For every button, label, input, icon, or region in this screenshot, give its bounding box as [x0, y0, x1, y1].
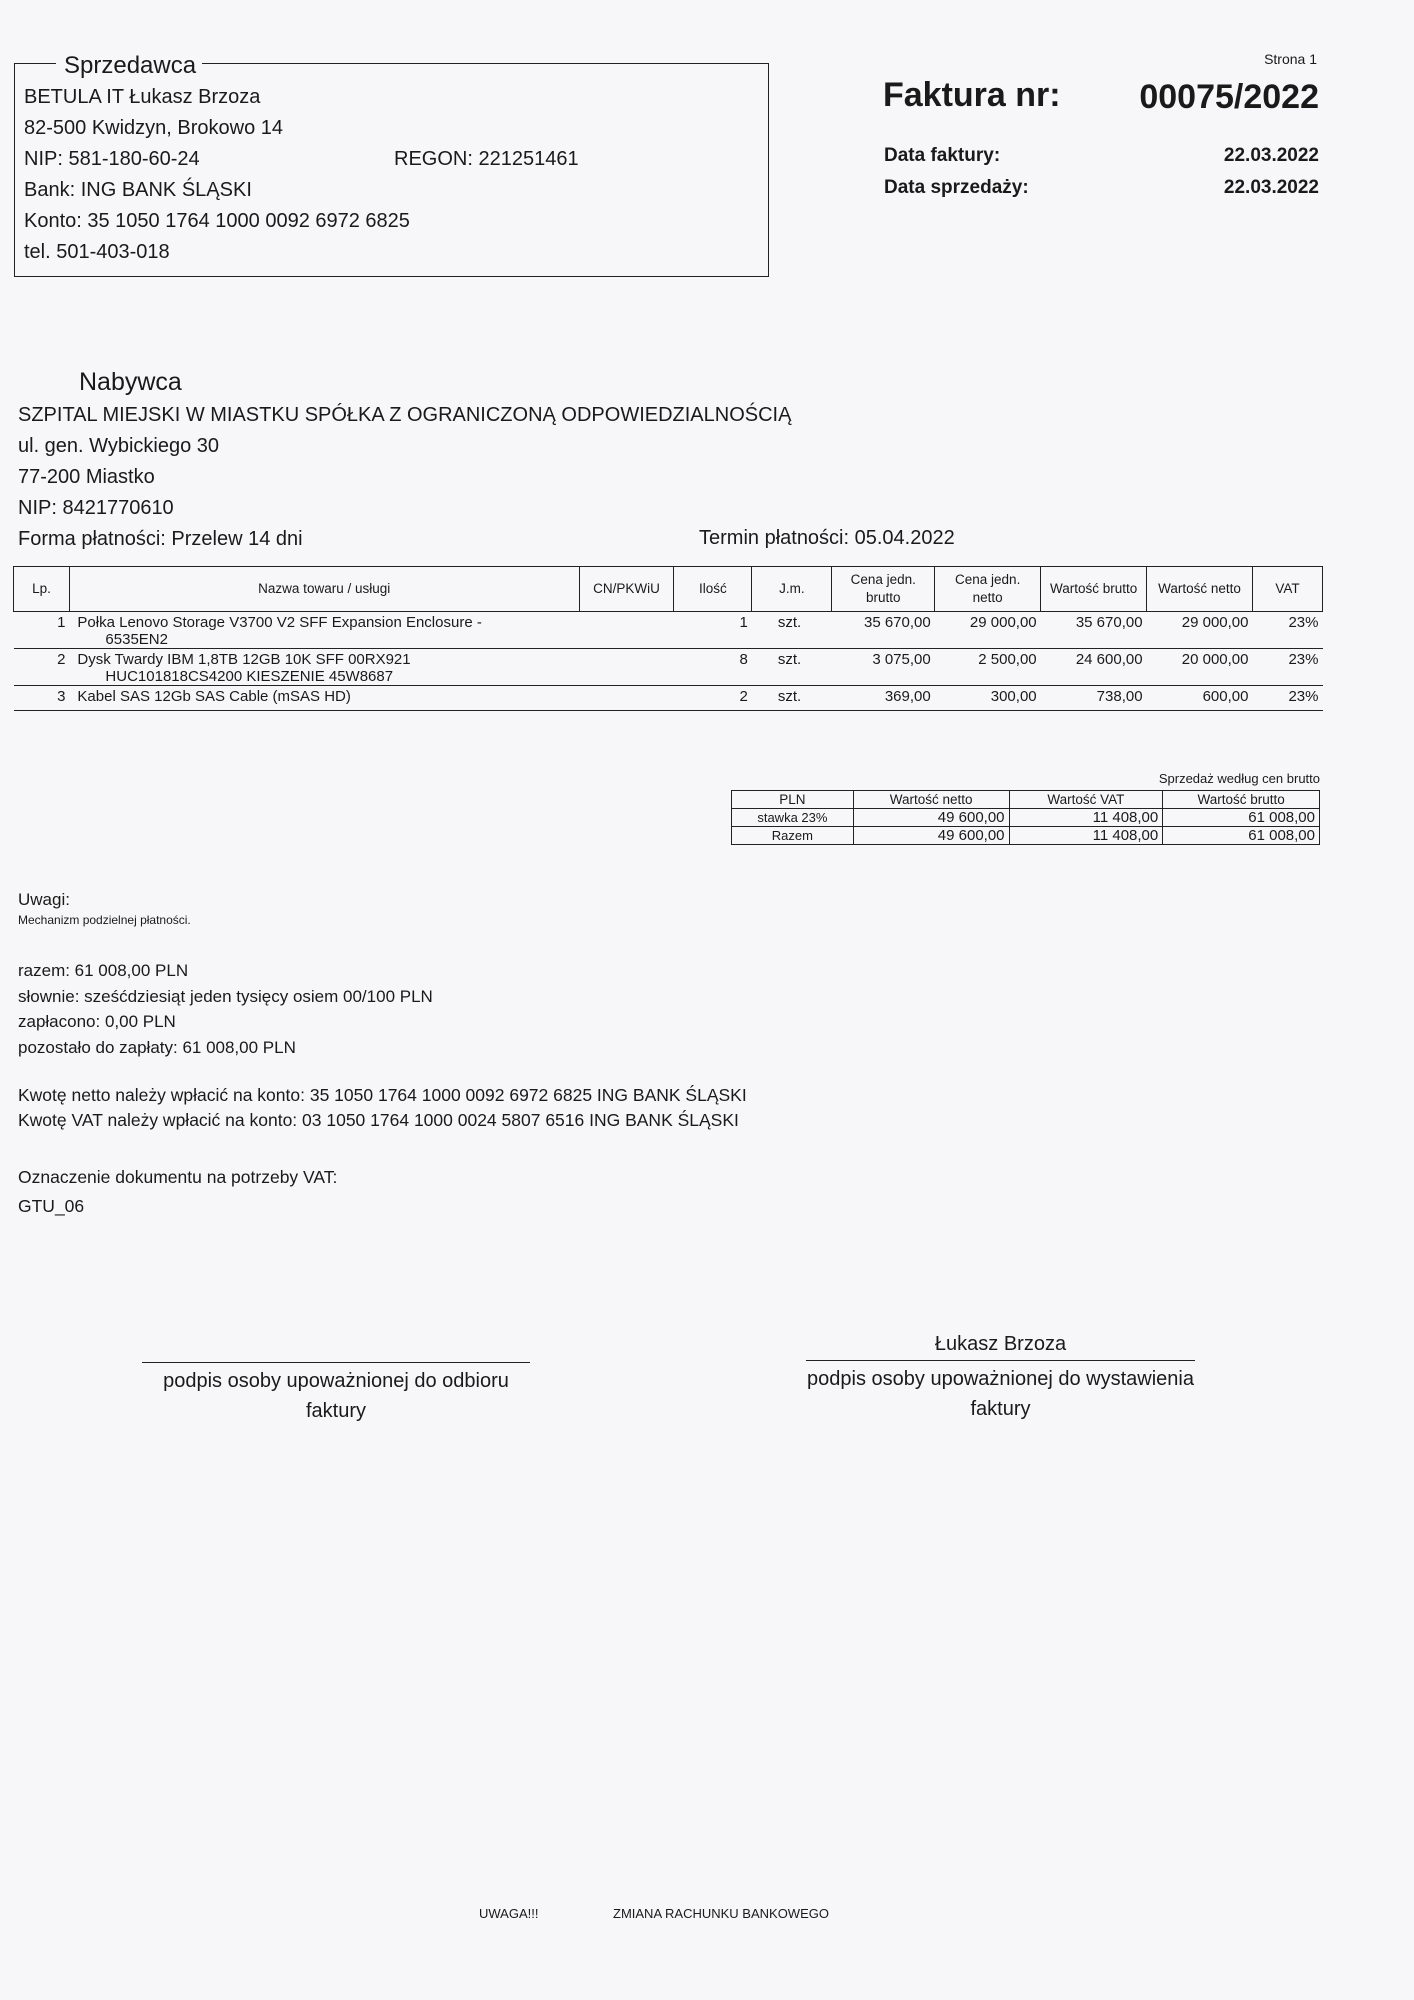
invoice-number: 00075/2022: [1139, 78, 1319, 116]
net-account-line: Kwotę netto należy wpłacić na konto: 35 1050 1764 1000 0092 6972 6825 ING BANK ŚLĄSKI: [18, 1085, 747, 1105]
buyer-name: SZPITAL MIEJSKI W MIASTKU SPÓŁKA Z OGRANICZONĄ ODPOWIEDZIALNOŚCIĄ: [18, 404, 792, 426]
header-unit-gross: Cena jedn. brutto: [832, 567, 935, 612]
header-cn: CN/PKWiU: [579, 567, 674, 612]
row-lp: 2: [14, 649, 70, 686]
invoice-date-label: Data faktury:: [884, 145, 1001, 166]
summary-total-row: [732, 827, 1320, 845]
seller-details: [24, 82, 410, 268]
seller-address: 82-500 Kwidzyn, Brokowo 14: [24, 117, 284, 139]
row-vat: 23%: [1252, 612, 1322, 649]
row-vat: 23%: [1252, 686, 1322, 711]
header-vat: VAT: [1252, 567, 1322, 612]
seller-phone: tel. 501-403-018: [24, 241, 170, 263]
summary-header-row: [732, 791, 1320, 809]
seller-nip: NIP: 581-180-60-24: [24, 148, 200, 170]
vat-marking-label: Oznaczenie dokumentu na potrzeby VAT:: [18, 1167, 338, 1187]
row-gross: 738,00: [1041, 686, 1147, 711]
vat-account-line: Kwotę VAT należy wpłacić na konto: 03 1050 1764 1000 0024 5807 6516 ING BANK ŚLĄSKI: [18, 1110, 739, 1130]
issuer-signature-line: [806, 1360, 1195, 1361]
row-lp: 1: [14, 612, 70, 649]
summary-gross: 61 008,00: [1163, 809, 1320, 827]
receiver-signature-caption: podpis osoby upoważnionej do odbioru faktury: [163, 1370, 509, 1422]
remaining-amount: pozostało do zapłaty: 61 008,00 PLN: [18, 1037, 296, 1057]
items-header-row: [14, 567, 1323, 612]
summary-caption: Sprzedaż według cen brutto: [1158, 771, 1320, 786]
row-gross: 24 600,00: [1041, 649, 1147, 686]
notes-label: Uwagi:: [18, 890, 70, 909]
table-row: [14, 612, 1323, 649]
row-name: [69, 649, 674, 686]
vat-marking: [18, 1163, 337, 1221]
header-unit-net: Cena jedn. netto: [935, 567, 1041, 612]
row-net: 600,00: [1147, 686, 1253, 711]
seller-legend: Sprzedawca: [56, 52, 202, 80]
row-lp: 3: [14, 686, 70, 711]
invoice-label: Faktura nr:: [883, 76, 1061, 114]
payment-term: Termin płatności: 05.04.2022: [699, 527, 955, 549]
row-qty: 1: [674, 612, 752, 649]
header-lp: Lp.: [14, 567, 70, 612]
row-unit-net: 2 500,00: [935, 649, 1041, 686]
header-qty: Ilość: [674, 567, 752, 612]
summary-rate: stawka 23%: [732, 809, 854, 827]
summary-header-net: Wartość netto: [853, 791, 1009, 809]
issuer-name: Łukasz Brzoza: [934, 1333, 1067, 1355]
buyer-city: 77-200 Miastko: [18, 466, 155, 488]
row-name-line2: HUC101818CS4200 KIESZENIE 45W8687: [105, 668, 394, 685]
row-vat: 23%: [1252, 649, 1322, 686]
summary-header-pln: PLN: [732, 791, 854, 809]
totals-block: [18, 958, 433, 1060]
seller-account: Konto: 35 1050 1764 1000 0092 6972 6825: [24, 210, 410, 232]
page-number: Strona 1: [1264, 51, 1317, 67]
footer-warning: UWAGA!!!: [479, 1906, 539, 1921]
sale-date-label: Data sprzedaży:: [884, 177, 1029, 198]
row-name-line1: Dysk Twardy IBM 1,8TB 12GB 10K SFF 00RX921: [77, 651, 411, 668]
header-gross: Wartość brutto: [1041, 567, 1147, 612]
summary-total-net: 49 600,00: [853, 827, 1009, 845]
seller-regon: REGON: 221251461: [394, 148, 579, 170]
buyer-details: [18, 400, 791, 555]
total-in-words: słownie: sześćdziesiąt jeden tysięcy osiem 00/100 PLN: [18, 986, 433, 1006]
summary-header-vat: Wartość VAT: [1009, 791, 1163, 809]
payment-form: Forma płatności: Przelew 14 dni: [18, 528, 303, 550]
table-row: [14, 686, 1323, 711]
row-net: 20 000,00: [1147, 649, 1253, 686]
sale-date: 22.03.2022: [1223, 177, 1319, 198]
header-name: Nazwa towaru / usługi: [69, 567, 579, 612]
invoice-date: 22.03.2022: [1223, 145, 1319, 166]
summary-total-gross: 61 008,00: [1163, 827, 1320, 845]
header-net: Wartość netto: [1147, 567, 1253, 612]
row-name-line1: Kabel SAS 12Gb SAS Cable (mSAS HD): [77, 688, 351, 705]
summary-net: 49 600,00: [853, 809, 1009, 827]
row-unit-gross: 35 670,00: [832, 612, 935, 649]
row-unit-net: 29 000,00: [935, 612, 1041, 649]
receiver-signature-line: [142, 1362, 530, 1363]
summary-total-label: Razem: [732, 827, 854, 845]
row-unit-gross: 3 075,00: [832, 649, 935, 686]
header-unit: J.m.: [752, 567, 832, 612]
summary-row: [732, 809, 1320, 827]
items-table: [13, 566, 1323, 711]
row-unit-gross: 369,00: [832, 686, 935, 711]
bank-instructions: [18, 1083, 747, 1133]
row-name: [69, 686, 674, 711]
paid-amount: zapłacono: 0,00 PLN: [18, 1012, 176, 1031]
vat-summary-table: [731, 790, 1320, 845]
buyer-street: ul. gen. Wybickiego 30: [18, 435, 220, 457]
total-amount: razem: 61 008,00 PLN: [18, 961, 189, 980]
row-name: [69, 612, 674, 649]
row-unit: szt.: [752, 649, 832, 686]
seller-bank: Bank: ING BANK ŚLĄSKI: [24, 179, 252, 201]
notes-text: Mechanizm podzielnej płatności.: [18, 913, 191, 927]
seller-name: BETULA IT Łukasz Brzoza: [24, 86, 261, 108]
buyer-nip: NIP: 8421770610: [18, 497, 174, 519]
row-name-line1: Połka Lenovo Storage V3700 V2 SFF Expansion Enclosure -: [77, 614, 482, 631]
row-unit: szt.: [752, 612, 832, 649]
row-net: 29 000,00: [1147, 612, 1253, 649]
summary-header-gross: Wartość brutto: [1163, 791, 1320, 809]
row-qty: 8: [674, 649, 752, 686]
row-name-line2: 6535EN2: [105, 631, 168, 648]
table-row: [14, 649, 1323, 686]
row-unit-net: 300,00: [935, 686, 1041, 711]
issuer-signature-caption: podpis osoby upoważnionej do wystawienia faktury: [807, 1368, 1194, 1420]
buyer-title: Nabywca: [79, 368, 182, 396]
summary-total-vat: 11 408,00: [1009, 827, 1163, 845]
summary-vat: 11 408,00: [1009, 809, 1163, 827]
row-unit: szt.: [752, 686, 832, 711]
row-qty: 2: [674, 686, 752, 711]
row-gross: 35 670,00: [1041, 612, 1147, 649]
vat-marking-code: GTU_06: [18, 1196, 85, 1216]
footer-bank-change: ZMIANA RACHUNKU BANKOWEGO: [613, 1906, 829, 1921]
